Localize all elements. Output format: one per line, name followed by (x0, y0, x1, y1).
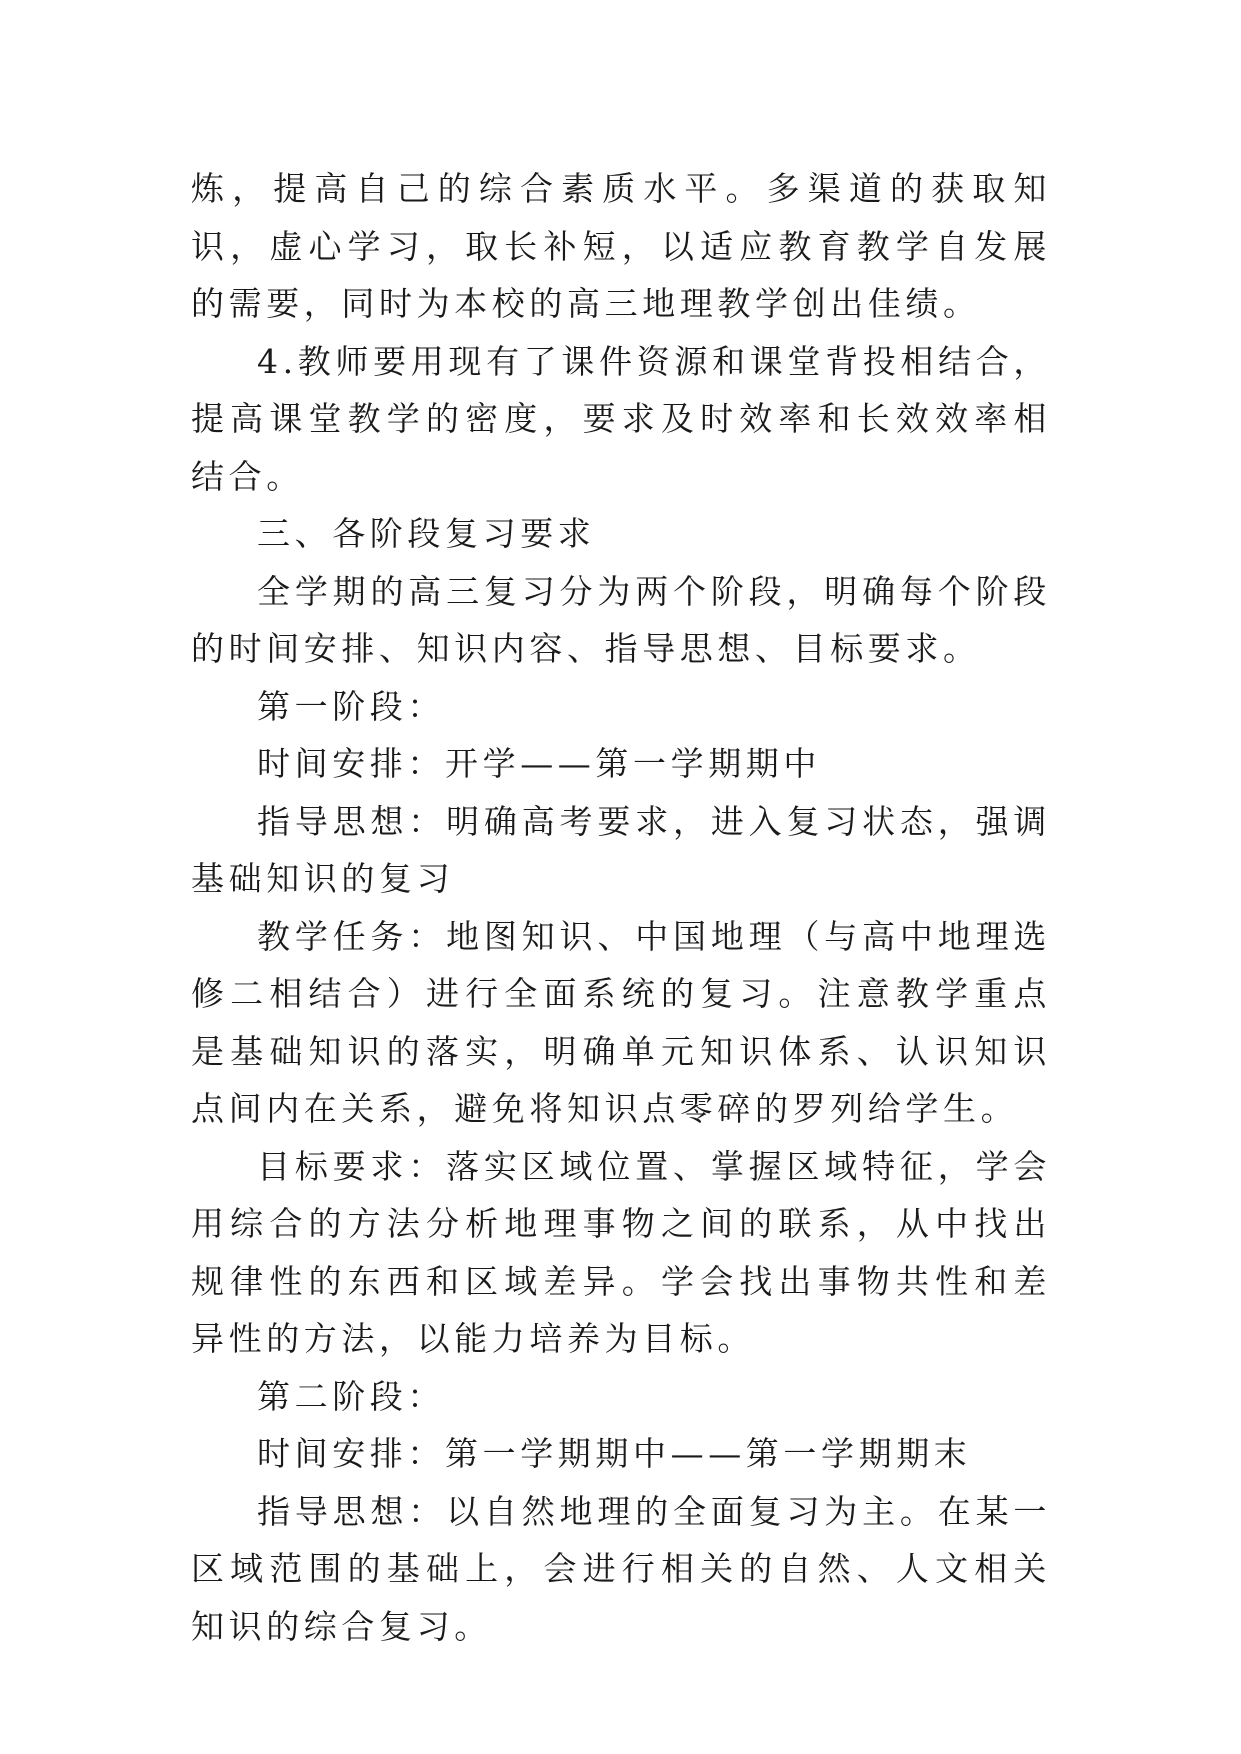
paragraph-continuation: 炼，提高自己的综合素质水平。多渠道的获取知识，虚心学习，取长补短，以适应教育教学自发展的需要，同时为本校的高三地理教学创出佳绩。 (191, 169, 1051, 323)
paragraph-item-4: 4.教师要用现有了课件资源和课堂背投相结合，提高课堂教学的密度，要求及时效率和长效效率相结合。 (191, 341, 1051, 496)
section-heading-3: 三、各阶段复习要求 (257, 514, 596, 553)
paragraph-overview: 全学期的高三复习分为两个阶段，明确每个阶段的时间安排、知识内容、指导思想、目标要求。 (191, 571, 1051, 668)
stage-1-goals: 目标要求：落实区域位置、掌握区域特征，学会用综合的方法分析地理事物之间的联系，从中找出规律性的东西和区域差异。学会找出事物共性和差异性的方法，以能力培养为目标。 (191, 1146, 1051, 1358)
stage-1-heading: 第一阶段： (257, 686, 445, 726)
stage-1-guidance: 指导思想：明确高考要求，进入复习状态，强调基础知识的复习 (191, 801, 1051, 898)
stage-2-guidance: 指导思想：以自然地理的全面复习为主。在某一区域范围的基础上，会进行相关的自然、人文相关知识的综合复习。 (191, 1491, 1051, 1646)
document-body (191, 160, 1051, 1655)
stage-1-schedule: 时间安排：开学——第一学期期中 (257, 744, 821, 783)
stage-2-heading: 第二阶段： (257, 1376, 445, 1416)
stage-1-tasks: 教学任务：地图知识、中国地理（与高中地理选修二相结合）进行全面系统的复习。注意教学重点是基础知识的落实，明确单元知识体系、认识知识点间内在关系，避免将知识点零碎的罗列给学生。 (191, 916, 1051, 1128)
stage-2-schedule: 时间安排：第一学期期中——第一学期期末 (257, 1434, 972, 1473)
